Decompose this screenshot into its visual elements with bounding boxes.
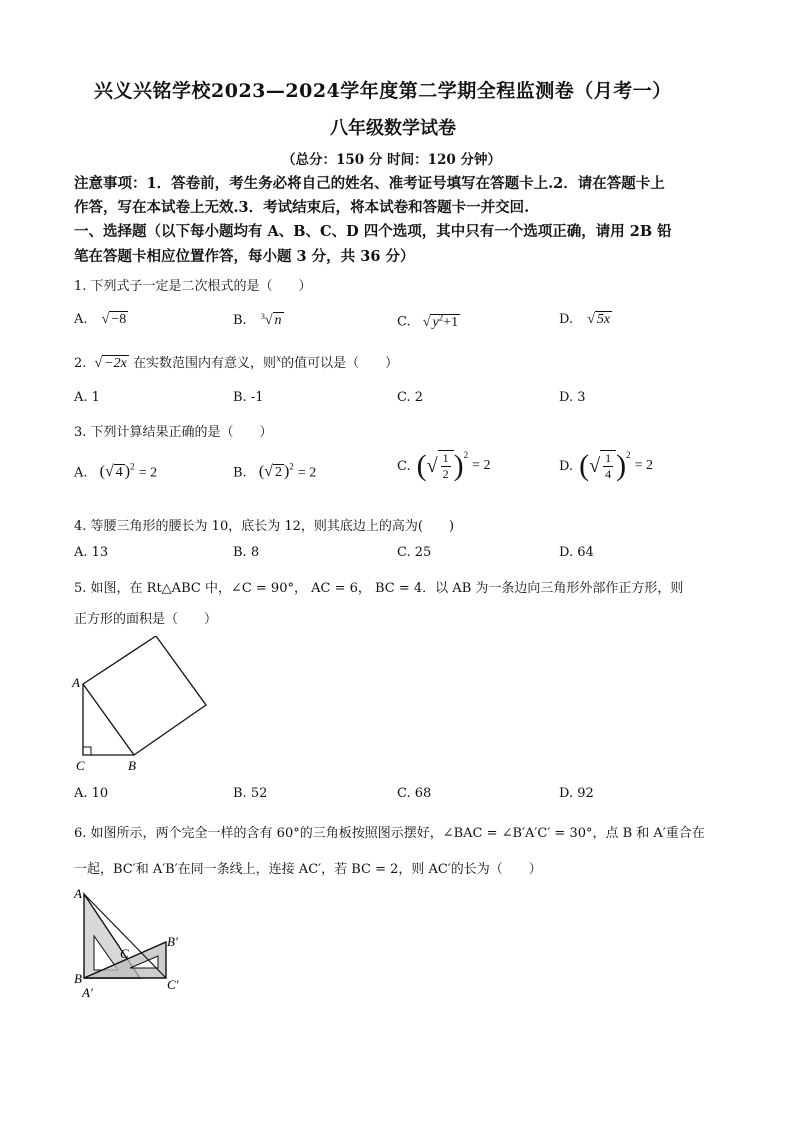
q1-option-a: A. √ −8 xyxy=(74,312,127,327)
q5-option-d: D. 92 xyxy=(559,786,594,801)
exam-subtitle: 八年级数学试卷 xyxy=(330,118,456,139)
notice-line-1: 注意事项：1．答卷前，考生务必将自己的姓名、准考证号填写在答题卡上.2．请在答题卡上 xyxy=(74,175,665,192)
q6-label-c: C xyxy=(120,946,129,961)
question-1-stem: 1. 下列式子一定是二次根式的是（ ） xyxy=(74,279,312,294)
q6-label-a: A xyxy=(74,886,82,901)
q5-figure xyxy=(66,636,216,776)
q5-label-b: B xyxy=(128,758,136,773)
q5-option-c: C. 68 xyxy=(397,786,432,801)
question-4-stem: 4. 等腰三角形的腰长为 10，底长为 12，则其底边上的高为( ) xyxy=(74,519,455,534)
q4-option-d: D. 64 xyxy=(559,545,594,560)
q2-option-a: A. 1 xyxy=(74,390,100,405)
q3-option-d: D. ( √ 1 4 ) 2 = 2 xyxy=(559,449,653,482)
q3-option-a: A. (√ 4 )$^2$ = 2 xyxy=(74,462,158,481)
q5-right-angle-mark xyxy=(83,747,91,755)
q6-label-c-prime: C′ xyxy=(167,977,179,992)
q2-option-b: B. -1 xyxy=(233,390,264,405)
q3-option-b: B. (√ 2 )$^2$ = 2 xyxy=(233,462,317,481)
q2-option-d: D. 3 xyxy=(559,390,586,405)
q5-label-a: A xyxy=(72,675,80,690)
q6-label-b: B xyxy=(74,971,82,986)
q5-option-a: A. 10 xyxy=(74,786,109,801)
q4-option-c: C. 25 xyxy=(397,545,432,560)
q4-option-b: B. 8 xyxy=(233,545,260,560)
section-heading-line-1: 一、选择题（以下每小题均有 A、B、C、D 四个选项，其中只有一个选项正确，请用 2B 铅 xyxy=(74,223,672,240)
q4-option-a: A. 13 xyxy=(74,545,109,560)
q6-label-a-prime: A′ xyxy=(82,985,93,1000)
q5-label-c: C xyxy=(76,758,85,773)
exam-title: 兴义兴铭学校2023—2024学年度第二学期全程监测卷（月考一） xyxy=(94,80,672,102)
score-time: （总分：150 分 时间：120 分钟） xyxy=(282,152,501,168)
q1-option-b: B. $^3$√ n xyxy=(233,312,282,328)
question-6-stem-line-1: 6. 如图所示，两个完全一样的含有 60°的三角板按照图示摆好，∠BAC = ∠B′A′C′ = 30°，点 B 和 A′重合在 xyxy=(74,826,705,841)
question-6-stem-line-2: 一起，BC′和 A′B′在同一条线上，连接 AC′，若 BC = 2，则 AC′的长为（ ） xyxy=(74,862,542,877)
q5-option-b: B. 52 xyxy=(233,786,268,801)
q3-option-c: C. ( √ 1 2 ) 2 = 2 xyxy=(397,449,491,482)
q5-square xyxy=(83,636,206,755)
q1-option-c: C. √ $y^2+1$ xyxy=(397,312,459,330)
q6-label-b-prime: B′ xyxy=(167,934,178,949)
notice-line-2: 作答，写在本试卷上无效.3．考试结束后，将本试卷和答题卡一并交回. xyxy=(74,199,530,216)
section-heading-line-2: 笔在答题卡相应位置作答，每小题 3 分，共 36 分） xyxy=(74,248,415,265)
question-3-stem: 3. 下列计算结果正确的是（ ） xyxy=(74,425,273,440)
q2-option-c: C. 2 xyxy=(397,390,424,405)
q6-figure xyxy=(70,884,190,1002)
question-5-stem-line-1: 5. 如图，在 Rt△ABC 中，∠C = 90°， AC = 6， BC = 4．以 AB 为一条边向三角形外部作正方形，则 xyxy=(74,581,684,596)
q1-option-d: D. √ 5x xyxy=(559,312,611,327)
question-2-stem: 2. √ −2x 在实数范围内有意义，则$^x$的值可以是（ ） xyxy=(74,354,399,371)
question-5-stem-line-2: 正方形的面积是（ ） xyxy=(74,612,218,627)
